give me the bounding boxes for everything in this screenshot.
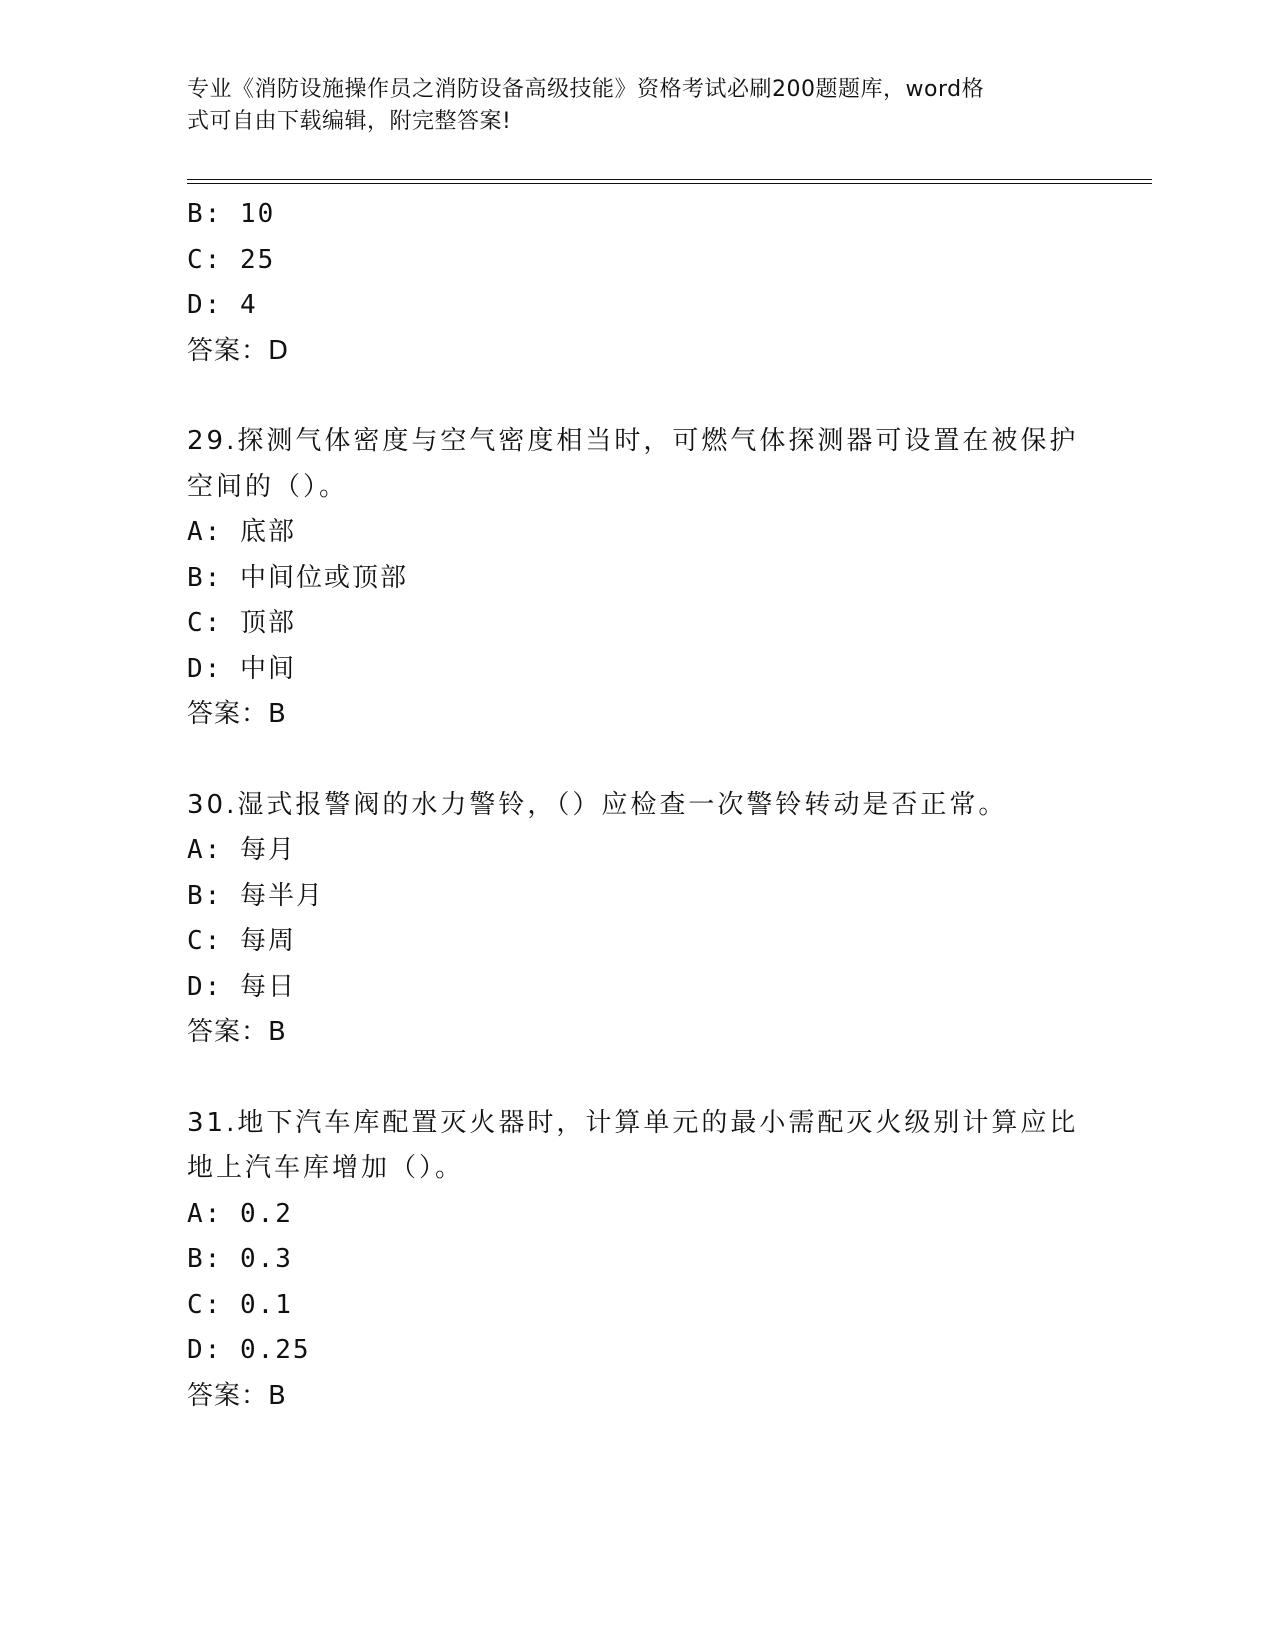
answer: 答案：B (187, 699, 287, 729)
option-b: B: 每半月 (187, 880, 324, 911)
header-line-2: 式可自由下载编辑，附完整答案! (187, 109, 512, 134)
option-c: C: 0.1 (187, 1289, 293, 1320)
option-a: A: 每月 (187, 835, 296, 865)
question-29 (187, 419, 1087, 738)
question-30 (187, 783, 1087, 1056)
option-c: C: 25 (187, 244, 276, 275)
option-d: D: 中间 (187, 653, 296, 684)
question-stem: 31.地下汽车库配置灭火器时，计算单元的最小需配灭火级别计算应比 (187, 1107, 1079, 1138)
option-c: C: 顶部 (187, 608, 296, 638)
option-d: D: 0.25 (187, 1335, 311, 1365)
question-stem-continued: 空间的（）。 (187, 471, 349, 502)
document-header (187, 74, 1067, 138)
question-stem: 30.湿式报警阀的水力警铃，（）应检查一次警铃转动是否正常。 (187, 789, 1008, 820)
option-d: D: 4 (187, 290, 258, 320)
option-b: B: 10 (187, 199, 276, 229)
option-c: C: 每周 (187, 926, 296, 956)
header-line-1: 专业《消防设施操作员之消防设备高级技能》资格考试必刷200题题库，word格 (187, 77, 985, 102)
option-d: D: 每日 (187, 971, 296, 1002)
option-b: B: 中间位或顶部 (187, 562, 408, 593)
option-b: B: 0.3 (187, 1244, 293, 1274)
option-a: A: 底部 (187, 517, 296, 547)
answer: 答案：B (187, 1380, 287, 1411)
question-list (187, 192, 1087, 1419)
question-stem: 29.探测气体密度与空气密度相当时，可燃气体探测器可设置在被保护 (187, 426, 1079, 456)
option-a: A: 0.2 (187, 1198, 293, 1229)
question-28-continued (187, 192, 1087, 374)
answer: 答案：D (187, 335, 290, 366)
question-stem-continued: 地上汽车库增加（）。 (187, 1153, 465, 1183)
header-divider-top (187, 179, 1152, 180)
question-31 (187, 1101, 1087, 1420)
answer: 答案：B (187, 1017, 287, 1047)
header-divider-bottom (187, 183, 1152, 184)
